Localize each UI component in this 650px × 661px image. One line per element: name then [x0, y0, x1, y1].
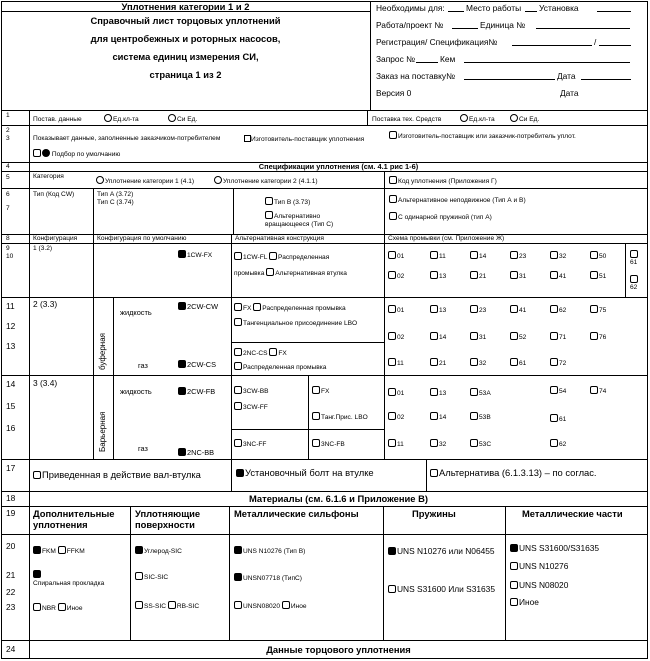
- spring-s31600[interactable]: UNS S31600 Или S31635: [388, 584, 503, 595]
- alt-tangential[interactable]: Тангенциальное присоединение LBO: [234, 318, 380, 328]
- alt-3-fx[interactable]: FX: [312, 386, 329, 396]
- col-metal-parts: Металлические части: [522, 508, 623, 519]
- plan-23[interactable]: 23: [510, 251, 526, 261]
- alt-3nc-fb[interactable]: 3NC-FB: [312, 439, 345, 449]
- version-label: Версия 0: [376, 88, 412, 98]
- subtitle-line-3: система единиц измерения СИ,: [112, 51, 259, 62]
- radio-icon: [510, 114, 518, 122]
- buffer-gas-label: газ: [138, 361, 148, 370]
- supply-opt-client[interactable]: Ед.кл-та: [104, 114, 139, 124]
- alt-design-header: Альтернативная конструкция: [235, 235, 324, 242]
- type-b-option[interactable]: Тип В (3.73): [265, 197, 310, 207]
- order-label: Заказ на поставку№: [376, 71, 456, 81]
- plan-02[interactable]: 02: [388, 271, 404, 281]
- face-ss-sic[interactable]: SS-SIC RB-SIC: [135, 601, 199, 611]
- alt-3cw-bb[interactable]: 3CW-BB: [234, 386, 269, 396]
- supply-data-label: Постав. данные: [33, 116, 82, 123]
- checkbox-icon: [389, 176, 397, 184]
- subtitle-line-2: для центробежных и роторных насосов,: [90, 33, 281, 44]
- installation-label: Установка: [539, 3, 579, 13]
- checkbox-icon: [234, 252, 242, 260]
- square-icon: [244, 135, 251, 142]
- face-carbon-sic[interactable]: Углерод-SIC: [135, 546, 182, 556]
- plan-31[interactable]: 31: [510, 271, 526, 281]
- col-springs: Пружины: [412, 508, 456, 519]
- seal-code-option[interactable]: Код уплотнения (Приложения Г): [389, 176, 497, 186]
- unit-label: Единица №: [480, 20, 526, 30]
- single-spring-option[interactable]: С одинарной пружиной (тип А): [389, 212, 492, 222]
- config-2-label: 2 (3.3): [33, 299, 58, 309]
- work-project-label: Работа/проект №: [376, 20, 444, 30]
- plan-61[interactable]: 61: [630, 250, 639, 266]
- config-2-default-gas[interactable]: 2CW-CS: [178, 360, 216, 368]
- legend-default: Подбор по умолчанию: [33, 149, 120, 159]
- plan-62[interactable]: 62: [630, 275, 639, 291]
- plan-01[interactable]: 01: [388, 251, 404, 261]
- legend-manufacturer: Изготовитель-поставщик уплотнения: [244, 135, 364, 144]
- alt-2nc-cs[interactable]: 2NC-CS FX: [234, 348, 287, 358]
- config-3-default-liquid[interactable]: 2CW-FB: [178, 387, 215, 395]
- buffer-liquid-label: жидкость: [120, 308, 152, 317]
- materials-title: Материалы (см. 6.1.6 и Приложение В): [248, 493, 429, 504]
- seal-data-title: Данные торцового уплотнения: [266, 644, 411, 655]
- plan-41[interactable]: 41: [550, 271, 566, 281]
- alternative-option[interactable]: Альтернатива (6.1.3.13) – по соглас.: [430, 468, 597, 477]
- checkbox-icon: [389, 131, 397, 139]
- barrier-gas-label: газ: [138, 444, 148, 453]
- config-3-default-gas[interactable]: 2NC-BB: [178, 448, 214, 456]
- col-extra-seals: Дополнительные уплотнения: [33, 508, 115, 530]
- checkbox-icon: [389, 195, 397, 203]
- alt-3cw-ff[interactable]: 3CW-FF: [234, 402, 268, 412]
- alt-dist-flush[interactable]: Распределенная промывка: [234, 362, 326, 372]
- col-seal-faces: Уплотняющие поверхности: [135, 508, 201, 530]
- order-date-label: Дата: [557, 71, 576, 81]
- bellows-n10276[interactable]: UNS N10276 (Тип В): [234, 546, 305, 556]
- plan-51[interactable]: 51: [590, 271, 606, 281]
- supply-opt-si[interactable]: Си Ед.: [168, 114, 197, 124]
- plan-50[interactable]: 50: [590, 251, 606, 261]
- subtitle-line-1: Справочный лист торцовых уплотнений: [90, 15, 281, 26]
- set-screw-option[interactable]: Установочный болт на втулке: [236, 468, 374, 477]
- radio-icon: [104, 114, 112, 122]
- bellows-n08020[interactable]: UNSN08020 Иное: [234, 601, 307, 611]
- subtitle-line-4: страница 1 из 2: [149, 69, 222, 80]
- barrier-vertical-label: Барьерная: [98, 411, 107, 452]
- supply-tech-label: Поставка тех. Средств: [372, 116, 442, 123]
- work-place-label: Место работы: [466, 3, 522, 13]
- config-1-default[interactable]: 1CW-FX: [178, 250, 212, 260]
- registration-label: Регистрация/ Спецификация№: [376, 37, 498, 47]
- metal-n08020[interactable]: UNS N08020: [510, 581, 568, 589]
- category-1-option[interactable]: Уплотнение категории 1 (4.1): [96, 176, 194, 186]
- mat-spiral[interactable]: Спиральная прокладка: [33, 570, 123, 588]
- metal-n10276[interactable]: UNS N10276: [510, 562, 568, 570]
- datasheet-page: Уплотнения категории 1 и 2 Справочный лист торцовых уплотнений для центробежных и роторных насосов, система единиц измерения СИ, страница 1 из 2 Необходимы для: Место работы Установка Работа/проект № Единица № Регистрация/ Спецификация№ / Запрос № Кем Заказ на поставку№ Дата Версия 0 Дата 1 Постав. данные Ед.кл-та Си Ед. Поставка тех. Средств Ед.кл-та Си Ед. 2 3 Показывает данные, заполненные заказчиком-потребителем Изготовитель-поставщик уплотнения Изготовитель-поставщик или заказчик-потребитель уплот. Подбор по умолчанию 4 Спецификации уплотнения (см. 4.1 рис 1-6) 5 Категория Уплотнение категории 1 (4.1) Уплотнение категории 2 (4.1.1) Код уплотнения (Приложения Г) 6 7 Тип (Код CW) Тип А (3.72) Тип С (3.74) Тип В (3.73) Альтернативно вращающееся (Тип С) Альтернативное неподвижное (Тип А и В) С одинарной пружиной (тип А) 8 Конфигурация Конфигурация по умолчанию Альтернативная конструкция Схема промывки (см. Приложение Ж) 9 10 1 (3.2) 1CW-FX 1CW-FL Распределенная промывка Альтернативная втулка 01 11 14 23 32 50 61 02 13 21 31 41 51 62 11 12 13 2 (3.3) буферная жидкость газ 2CW-CW 2CW-CS FX Распределенная промывка Тангенциальное присоединение LBO 2NC-CS FX Распределенная промывка 01 13 23 41 62 75 02 14 31 52 71 76 11 21 32 61 72 14 15 16 3 (3.4) Барьерная жидкость газ 2CW-FB 2NC-BB 3CW-BB 3CW-FF FX Танг.Прис. LBO 3NC-FF 3NC-FB 01 13 53A 54 74 02 14 53B 61 11 32 53C 62 17 Приведенная в действие вал-втулка Установочный болт на втулке Альтернатива (6.1.3.13) – по соглас. 18 Материалы (см. 6.1.6 и Приложение В) 19 Дополнительные уплотнения Уплотняющие поверхности Металлические сильфоны Пружины Металлические части 20 21 22 23 FKM FFKM Спиральная прокладка NBR Иное Углерод-SIC SIC-SIC SS-SIC RB-SIC UNS N10276 (Тип В) UNSN07718 (ТипС) UNSN08020 Иное UNS N10276 или N06455 UNS S31600 Или S31635 UNS S31600/S31635 UNS N10276 UNS N08020 Иное 24 Данные торцового уплотнения: [0, 0, 650, 661]
- config-header: Конфигурация: [33, 235, 78, 242]
- plan-13[interactable]: 13: [430, 271, 446, 281]
- alt-fx[interactable]: FX Распределенная промывка: [234, 303, 346, 313]
- flush-scheme-header: Схема промывки (см. Приложение Ж): [388, 235, 505, 242]
- version-date-label: Дата: [560, 88, 579, 98]
- alt-fixed-option[interactable]: Альтернативное неподвижное (Тип А и В): [389, 195, 526, 205]
- alt-3-tang[interactable]: Танг.Прис. LBO: [312, 412, 368, 422]
- shaft-sleeve-option[interactable]: Приведенная в действие вал-втулка: [33, 470, 201, 479]
- config-3-label: 3 (3.4): [33, 378, 58, 388]
- plan-32[interactable]: 32: [550, 251, 566, 261]
- plan-21[interactable]: 21: [470, 271, 486, 281]
- type-label: Тип (Код CW): [33, 191, 75, 198]
- config-1-label: 1 (3.2): [33, 245, 53, 252]
- row-number: 1: [6, 112, 10, 119]
- metal-s31600[interactable]: UNS S31600/S31635: [510, 544, 599, 552]
- checkbox-icon: [265, 197, 273, 205]
- config-2-default-liquid[interactable]: 2CW-CW: [178, 302, 218, 310]
- barrier-liquid-label: жидкость: [120, 387, 152, 396]
- by-whom-label: Кем: [440, 54, 456, 64]
- bellows-n07718[interactable]: UNSN07718 (ТипС): [234, 573, 302, 583]
- buffer-vertical-label: буферная: [98, 333, 107, 370]
- form-title: Уплотнения категории 1 и 2: [121, 1, 250, 12]
- default-config-header: Конфигурация по умолчанию: [97, 235, 187, 242]
- checkbox-icon: [265, 211, 273, 219]
- alt-rotating-option[interactable]: Альтернативно вращающееся (Тип С): [265, 213, 334, 228]
- mat-fkm[interactable]: FKM FFKM: [33, 546, 85, 556]
- category-2-option[interactable]: Уплотнение категории 2 (4.1.1): [214, 176, 318, 186]
- checkbox-icon: [389, 212, 397, 220]
- legend-customer: Показывает данные, заполненные заказчиком-потребителем: [33, 135, 221, 142]
- plan-14[interactable]: 14: [470, 251, 486, 261]
- radio-icon: [168, 114, 176, 122]
- spring-n10276[interactable]: UNS N10276 или N06455: [388, 546, 503, 557]
- radio-icon: [460, 114, 468, 122]
- filled-checkbox-icon: [178, 250, 186, 258]
- type-c-label: Тип С (3.74): [97, 199, 134, 206]
- plan-11[interactable]: 11: [430, 251, 446, 261]
- col-bellows: Металлические сильфоны: [234, 508, 359, 519]
- alt-3nc-ff[interactable]: 3NC-FF: [234, 439, 266, 449]
- section-spec-title: Спецификации уплотнения (см. 4.1 рис 1-6): [258, 162, 419, 171]
- tech-opt-client[interactable]: Ед.кл-та: [460, 114, 495, 124]
- request-label: Запрос №: [376, 54, 416, 64]
- radio-icon: [96, 176, 104, 184]
- radio-icon: [214, 176, 222, 184]
- checkbox-icon: [266, 268, 274, 276]
- checkbox-icon: [269, 252, 277, 260]
- alt-sleeve[interactable]: промывка Альтернативная втулка: [234, 270, 347, 277]
- legend-mfr-or-customer: Изготовитель-поставщик или заказчик-потребитель уплот.: [389, 131, 576, 141]
- filled-dot-icon: [42, 149, 50, 157]
- type-a-label: Тип А (3.72): [97, 191, 134, 198]
- needed-for-label: Необходимы для:: [376, 3, 445, 13]
- face-sic-sic[interactable]: SIC-SIC: [135, 572, 168, 582]
- alt-1cw-fl[interactable]: 1CW-FL Распределенная: [234, 252, 329, 262]
- tech-opt-si[interactable]: Си Ед.: [510, 114, 539, 124]
- mat-nbr[interactable]: NBR Иное: [33, 603, 82, 613]
- category-label: Категория: [33, 173, 64, 180]
- checkbox-icon: [33, 149, 41, 157]
- metal-other[interactable]: Иное: [510, 598, 539, 606]
